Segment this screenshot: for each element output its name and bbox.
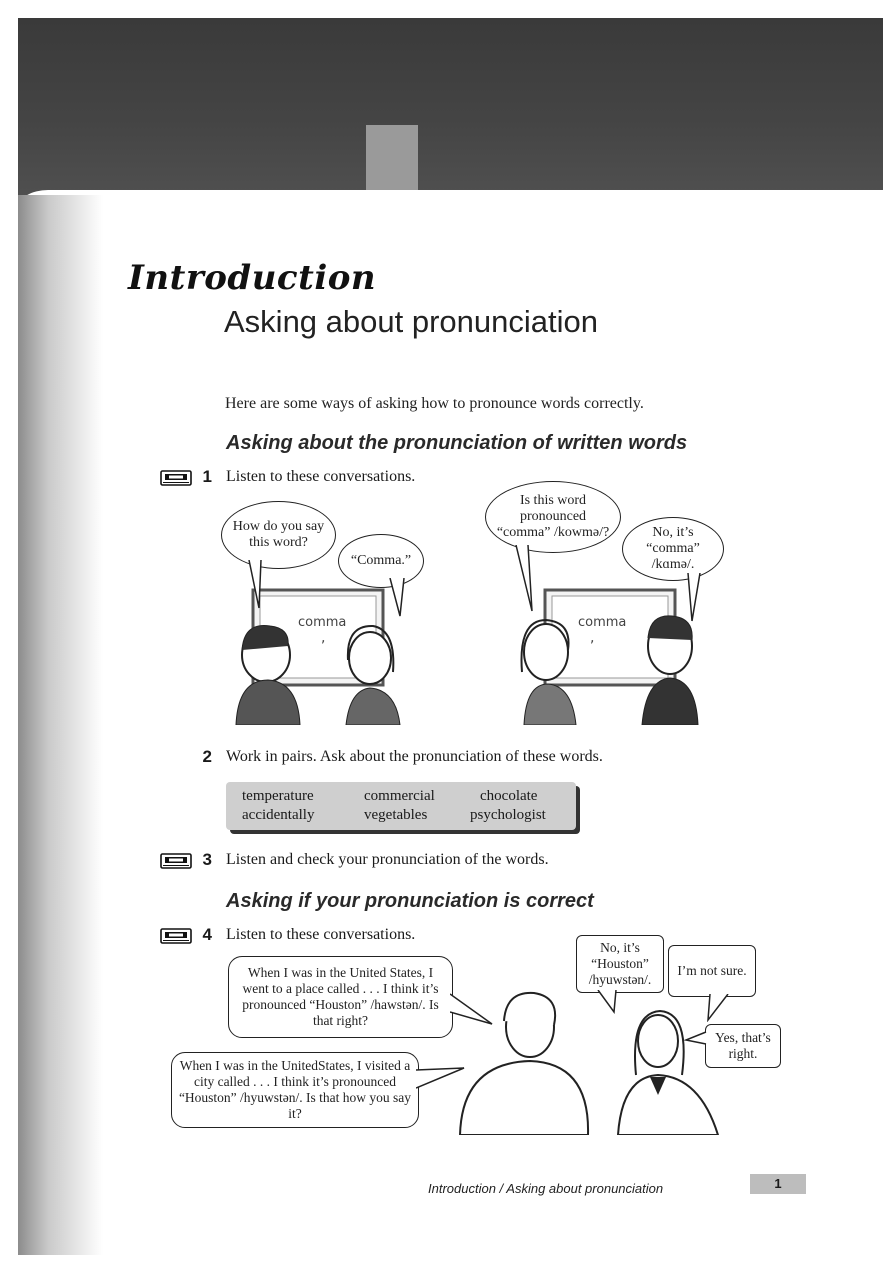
speech-bubble: Yes, that’s right. [705,1024,781,1068]
bubble-tail [596,990,626,1014]
speech-bubble: I’m not sure. [668,945,756,997]
bubble-tail [684,1030,708,1050]
exercise-number: 1 [202,467,212,486]
speech-bubble: Is this word pronounced “comma” /kowmə/? [485,481,621,553]
speech-bubble: No, it’s “Houston” /hyuwstən/. [576,935,664,993]
word-item: psychologist [470,807,546,823]
speech-bubble: “Comma.” [338,534,424,588]
exercise-instruction: Listen to these conversations. [226,926,416,943]
section-heading-correct-pronunciation: Asking if your pronunciation is correct [226,890,594,912]
exercise-number: 4 [202,925,212,944]
board-word: comma [578,615,627,630]
bubble-tail [512,545,536,613]
svg-text:,: , [321,630,326,646]
board-word: comma [298,615,347,630]
page-title: Asking about pronunciation [224,304,598,339]
page-gutter-shadow [18,195,103,1255]
word-item: vegetables [364,807,428,823]
word-list-box [226,782,576,830]
speech-bubble: When I was in the UnitedStates, I visited a city called . . . I think it’s pronounced “Houston” /hyuwstən/. Is that how you say it? [171,1052,419,1128]
cassette-icon[interactable] [160,928,192,944]
running-footer: Introduction / Asking about pronunciation [428,1181,664,1196]
exercise-2 [160,748,720,768]
bubble-tail [706,994,736,1022]
bubble-tail [388,578,408,618]
exercise-number: 2 [202,747,212,766]
speech-bubble: How do you say this word? [221,501,336,569]
exercise-instruction: Listen and check your pronunciation of the words. [226,851,549,868]
exercise-instruction: Work in pairs. Ask about the pronunciation of these words. [226,748,603,765]
bubble-tail [245,560,265,610]
word-item: commercial [364,788,435,804]
exercise-3 [160,851,720,871]
word-item: accidentally [242,807,315,823]
cassette-icon[interactable] [160,853,192,869]
bubble-tail [450,990,495,1030]
exercise-instruction: Listen to these conversations. [226,468,416,485]
page-tab [366,125,418,200]
scan-background [18,18,883,198]
exercise-1 [160,468,720,488]
speech-bubble: When I was in the United States, I went to a place called . . . I think it’s pronounced “Houston” /hawstən/. Is that right? [228,956,453,1038]
word-item: temperature [242,788,314,804]
illustration-scene-2 [510,580,700,725]
exercise-number: 3 [202,850,212,869]
bubble-tail [684,573,704,623]
unit-label: Introduction [128,258,377,298]
word-item: chocolate [480,788,538,804]
section-heading-written-words: Asking about the pronunciation of written words [226,432,688,454]
cassette-icon[interactable] [160,470,192,486]
bubble-tail [416,1066,466,1092]
page-number: 1 [750,1174,806,1194]
speech-bubble: No, it’s “comma” /kɑmə/. [622,517,724,581]
svg-text:,: , [590,630,595,646]
intro-text: Here are some ways of asking how to pronounce words correctly. [225,395,644,412]
